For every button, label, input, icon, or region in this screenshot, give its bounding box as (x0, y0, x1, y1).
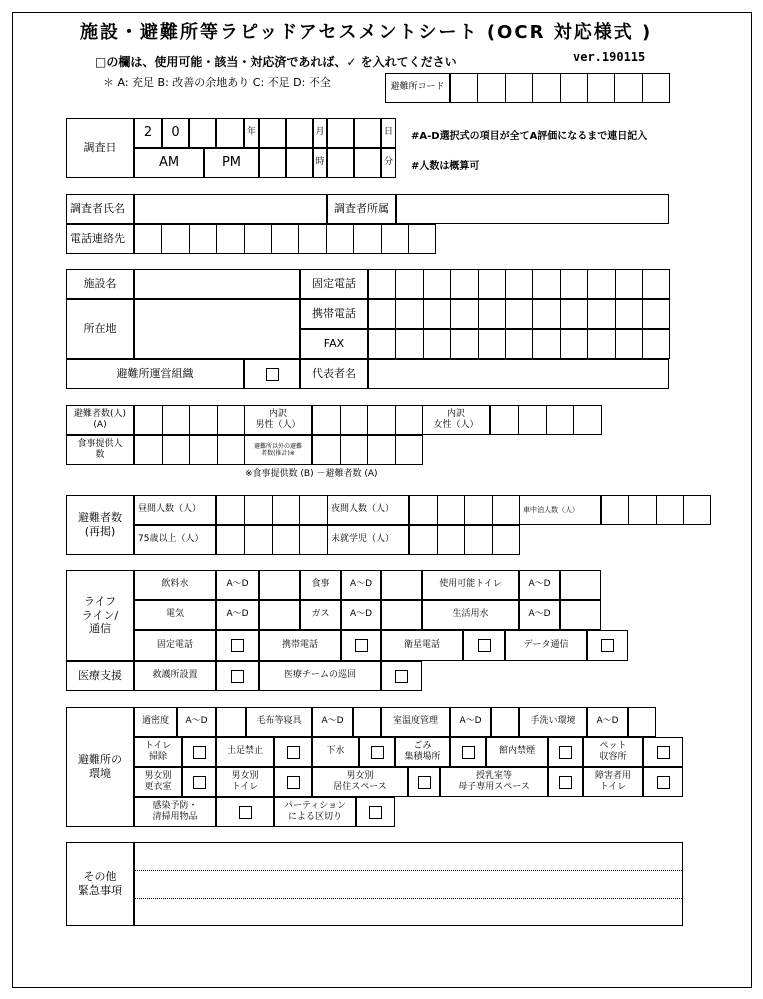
year-digit-3[interactable] (189, 118, 216, 148)
shelter-code-cell[interactable] (532, 73, 560, 103)
address-label: 所在地 (66, 299, 134, 359)
pm-option[interactable]: PM (204, 148, 259, 178)
mobile-check-cell[interactable] (341, 630, 381, 661)
toilet-value[interactable] (560, 570, 601, 600)
infection-control-check-cell[interactable] (216, 797, 274, 827)
toilet-cleaning-check-cell[interactable] (182, 737, 216, 767)
fax-cell[interactable] (450, 329, 478, 359)
car-count-cell[interactable] (683, 495, 711, 525)
meals-count-label: 食事提供人 数 (66, 435, 134, 465)
satellite-label: 衛星電話 (381, 630, 463, 661)
fax-cell[interactable] (532, 329, 560, 359)
fixed-phone-cell[interactable] (395, 269, 423, 299)
phone-label: 電話連絡先 (66, 224, 134, 254)
elderly-count-cell[interactable] (216, 525, 245, 555)
nursing-room-check-cell[interactable] (548, 767, 583, 797)
male-count-cell[interactable] (312, 405, 341, 435)
food-grade[interactable]: A〜D (341, 570, 381, 600)
infection-control-label: 感染予防・ 清掃用物品 (134, 797, 216, 827)
environment-label: 避難所の 環境 (66, 707, 134, 827)
shelter-code-cell[interactable] (477, 73, 505, 103)
night-count-cell[interactable] (492, 495, 521, 525)
fixed-phone-cell[interactable] (587, 269, 615, 299)
mobile-phone-cell[interactable] (615, 299, 643, 329)
phone-cell[interactable] (244, 224, 272, 254)
minute-unit: 分 (381, 148, 396, 178)
other-rule-1 (135, 870, 682, 871)
checkbox[interactable] (287, 776, 300, 789)
checkbox[interactable] (395, 670, 408, 683)
female-count-cell[interactable] (490, 405, 519, 435)
pets-label: ペット 収容所 (583, 737, 643, 767)
fixed-phone-label: 固定電話 (300, 269, 368, 299)
medical-team-check-cell[interactable] (381, 661, 422, 691)
temperature-value[interactable] (491, 707, 519, 737)
address-field[interactable] (134, 299, 300, 359)
male-count-cell[interactable] (395, 405, 424, 435)
car-count-cell[interactable] (601, 495, 629, 525)
mobile-phone-cell[interactable] (368, 299, 396, 329)
version-label: ver.190115 (573, 50, 646, 64)
crowding-grade[interactable]: A〜D (177, 707, 216, 737)
day-count-cell[interactable] (299, 495, 328, 525)
grade-legend: ＊ A: 充足 B: 改善の余地あり C: 不足 D: 不全 (103, 76, 331, 89)
first-aid-check-cell[interactable] (216, 661, 259, 691)
outside-count-cell[interactable] (395, 435, 424, 465)
month-digit-2[interactable] (286, 118, 313, 148)
checkbox[interactable] (355, 639, 368, 652)
meals-count-cell[interactable] (134, 435, 163, 465)
sewage-label: 下水 (312, 737, 359, 767)
temperature-label: 室温度管理 (381, 707, 450, 737)
gender-toilet-check-cell[interactable] (274, 767, 312, 797)
drinking-water-value[interactable] (259, 570, 300, 600)
representative-field[interactable] (368, 359, 669, 389)
fixed-phone-cell[interactable] (560, 269, 588, 299)
shelter-code-cell[interactable] (614, 73, 642, 103)
checkbox[interactable] (266, 368, 279, 381)
changing-room-check-cell[interactable] (182, 767, 216, 797)
outside-evacuee-label: 避難所以外の避難 者数(推計)※ (244, 435, 312, 465)
phone-cell[interactable] (298, 224, 326, 254)
domestic-water-value[interactable] (560, 600, 601, 630)
facility-name-field[interactable] (134, 269, 300, 299)
car-count-cell[interactable] (656, 495, 684, 525)
domestic-water-label: 生活用水 (422, 600, 519, 630)
surveyor-affiliation-field[interactable] (396, 194, 669, 224)
night-count-label: 夜間人数（人） (327, 495, 409, 525)
mobile-phone-cell[interactable] (423, 299, 451, 329)
night-count-cell[interactable] (409, 495, 438, 525)
meals-count-cell[interactable] (217, 435, 246, 465)
fax-cell[interactable] (368, 329, 396, 359)
female-count-cell[interactable] (518, 405, 547, 435)
day-count-cell[interactable] (244, 495, 273, 525)
fax-cell[interactable] (587, 329, 615, 359)
year-unit: 年 (244, 118, 259, 148)
medical-label: 医療支援 (66, 661, 134, 691)
page-title: 施設・避難所等ラピッドアセスメントシート (OCR 対応様式 ) (80, 22, 653, 43)
hour-digit-1[interactable] (259, 148, 286, 178)
bedding-value[interactable] (353, 707, 381, 737)
gas-label: ガス (300, 600, 341, 630)
fixed-phone-cell[interactable] (642, 269, 670, 299)
no-smoking-check-cell[interactable] (548, 737, 583, 767)
handwash-label: 手洗い環境 (519, 707, 587, 737)
month-digit-1[interactable] (259, 118, 286, 148)
elderly-count-label: 75歳以上（人） (134, 525, 216, 555)
mobile-phone-cell[interactable] (395, 299, 423, 329)
partitions-check-cell[interactable] (356, 797, 395, 827)
evacuee-count-label: 避難者数(人) (A) (66, 405, 134, 435)
gender-living-check-cell[interactable] (408, 767, 440, 797)
fax-cell[interactable] (395, 329, 423, 359)
electricity-value[interactable] (259, 600, 300, 630)
mobile-phone-cell[interactable] (478, 299, 506, 329)
toilet-label: 使用可能トイレ (422, 570, 519, 600)
phone-cell[interactable] (161, 224, 189, 254)
gas-value[interactable] (381, 600, 422, 630)
mobile-phone-label: 携帯電話 (300, 299, 368, 329)
checkbox[interactable] (462, 746, 475, 759)
fixed-phone-cell[interactable] (450, 269, 478, 299)
evacuee-count-cell[interactable] (189, 405, 218, 435)
shoes-off-label: 土足禁止 (216, 737, 274, 767)
month-unit: 月 (313, 118, 327, 148)
day-count-cell[interactable] (216, 495, 245, 525)
phone-cell[interactable] (408, 224, 436, 254)
female-count-cell[interactable] (546, 405, 575, 435)
outside-count-cell[interactable] (340, 435, 369, 465)
fixed-phone-cell[interactable] (423, 269, 451, 299)
instruction-text: □の欄は、使用可能・該当・対応済であれば、✓ を入れてください (95, 55, 457, 69)
shelter-code-label: 避難所コード (385, 73, 450, 103)
landline-label: 固定電話 (134, 630, 216, 661)
pets-check-cell[interactable] (643, 737, 683, 767)
no-smoking-label: 館内禁煙 (486, 737, 548, 767)
handwash-value[interactable] (628, 707, 656, 737)
first-aid-label: 救護所設置 (134, 661, 216, 691)
surveyor-affiliation-label: 調査者所属 (327, 194, 396, 224)
evacuee-footnote: ※食事提供数 (B) －避難者数 (A) (245, 469, 378, 479)
shelter-code-cell[interactable] (450, 73, 478, 103)
fax-cell[interactable] (478, 329, 506, 359)
shoes-off-check-cell[interactable] (274, 737, 312, 767)
fax-cell[interactable] (505, 329, 533, 359)
outside-count-cell[interactable] (367, 435, 396, 465)
fax-cell[interactable] (560, 329, 588, 359)
elderly-count-cell[interactable] (244, 525, 273, 555)
fixed-phone-cell[interactable] (615, 269, 643, 299)
shelter-code-cell[interactable] (642, 73, 670, 103)
fixed-phone-cell[interactable] (505, 269, 533, 299)
electricity-grade[interactable]: A〜D (216, 600, 259, 630)
crowding-value[interactable] (216, 707, 246, 737)
mobile-phone-cell[interactable] (560, 299, 588, 329)
sewage-check-cell[interactable] (359, 737, 395, 767)
changing-room-label: 男女別 更衣室 (134, 767, 182, 797)
male-count-label: 内訳 男性（人） (244, 405, 312, 435)
garbage-label: ごみ 集積場所 (395, 737, 450, 767)
phone-cell[interactable] (216, 224, 244, 254)
surveyor-name-field[interactable] (134, 194, 327, 224)
preschool-count-cell[interactable] (437, 525, 466, 555)
phone-cell[interactable] (134, 224, 162, 254)
outside-count-cell[interactable] (312, 435, 341, 465)
phone-cell[interactable] (271, 224, 299, 254)
fixed-phone-cell[interactable] (368, 269, 396, 299)
checkbox[interactable] (193, 746, 206, 759)
day-unit: 日 (381, 118, 396, 148)
minute-digit-1[interactable] (327, 148, 354, 178)
landline-check-cell[interactable] (216, 630, 259, 661)
temperature-grade[interactable]: A〜D (450, 707, 491, 737)
year-digit-4[interactable] (216, 118, 244, 148)
male-count-cell[interactable] (367, 405, 396, 435)
female-count-label: 内訳 女性（人） (422, 405, 490, 435)
phone-cell[interactable] (326, 224, 354, 254)
toilet-cleaning-label: トイレ 掃除 (134, 737, 182, 767)
car-count-cell[interactable] (628, 495, 656, 525)
day-digit-2[interactable] (354, 118, 381, 148)
phone-cell[interactable] (381, 224, 409, 254)
data-comm-check-cell[interactable] (587, 630, 628, 661)
mobile-phone-cell[interactable] (532, 299, 560, 329)
elderly-count-cell[interactable] (299, 525, 328, 555)
fax-label: FAX (300, 329, 368, 359)
preschool-count-label: 未就学児（人） (327, 525, 409, 555)
checkbox[interactable] (418, 776, 431, 789)
domestic-water-grade[interactable]: A〜D (519, 600, 560, 630)
checkbox[interactable] (369, 806, 382, 819)
checkbox[interactable] (478, 639, 491, 652)
recount-label: 避難者数 (再掲) (66, 495, 134, 555)
checkbox[interactable] (287, 746, 300, 759)
fixed-phone-cell[interactable] (532, 269, 560, 299)
data-comm-label: データ通信 (505, 630, 587, 661)
year-digit-2[interactable]: 0 (162, 118, 189, 148)
accessible-toilet-check-cell[interactable] (643, 767, 683, 797)
checkbox[interactable] (601, 639, 614, 652)
checkbox[interactable] (559, 746, 572, 759)
male-count-cell[interactable] (340, 405, 369, 435)
phone-cell[interactable] (189, 224, 217, 254)
shelter-code-cell[interactable] (560, 73, 588, 103)
night-count-cell[interactable] (437, 495, 466, 525)
checkbox[interactable] (231, 639, 244, 652)
food-value[interactable] (381, 570, 422, 600)
checkbox[interactable] (559, 776, 572, 789)
operating-org-checkbox-cell[interactable] (244, 359, 300, 389)
shelter-code-cell[interactable] (587, 73, 615, 103)
bedding-label: 毛布等寝具 (246, 707, 312, 737)
partitions-label: パーティション による区切り (274, 797, 356, 827)
garbage-check-cell[interactable] (450, 737, 486, 767)
other-rule-2 (135, 898, 682, 899)
mobile-phone-cell[interactable] (642, 299, 670, 329)
note-approx: #人数は概算可 (411, 161, 480, 172)
year-digit-1[interactable]: 2 (134, 118, 162, 148)
facility-name-label: 施設名 (66, 269, 134, 299)
satellite-check-cell[interactable] (463, 630, 505, 661)
fax-cell[interactable] (423, 329, 451, 359)
gender-toilet-label: 男女別 トイレ (216, 767, 274, 797)
hour-digit-2[interactable] (286, 148, 313, 178)
mobile-phone-cell[interactable] (450, 299, 478, 329)
checkbox[interactable] (657, 746, 670, 759)
gas-grade[interactable]: A〜D (341, 600, 381, 630)
phone-cell[interactable] (353, 224, 381, 254)
other-field[interactable] (134, 842, 683, 926)
checkbox[interactable] (231, 670, 244, 683)
drinking-water-grade[interactable]: A〜D (216, 570, 259, 600)
surveyor-name-label: 調査者氏名 (66, 194, 134, 224)
fax-cell[interactable] (615, 329, 643, 359)
drinking-water-label: 飲料水 (134, 570, 216, 600)
female-count-cell[interactable] (573, 405, 602, 435)
day-count-label: 昼間人数（人） (134, 495, 216, 525)
evacuee-count-cell[interactable] (134, 405, 163, 435)
preschool-count-cell[interactable] (464, 525, 493, 555)
checkbox[interactable] (371, 746, 384, 759)
other-label: その他 緊急事項 (66, 842, 134, 926)
night-count-cell[interactable] (464, 495, 493, 525)
nursing-room-label: 授乳室等 母子専用スペース (440, 767, 548, 797)
handwash-grade[interactable]: A〜D (587, 707, 628, 737)
elderly-count-cell[interactable] (272, 525, 301, 555)
representative-label: 代表者名 (300, 359, 368, 389)
evacuee-count-cell[interactable] (162, 405, 191, 435)
bedding-grade[interactable]: A〜D (312, 707, 353, 737)
gender-living-label: 男女別 居住スペース (312, 767, 408, 797)
evacuee-count-cell[interactable] (217, 405, 246, 435)
mobile-phone-cell[interactable] (505, 299, 533, 329)
accessible-toilet-label: 障害者用 トイレ (583, 767, 643, 797)
hour-unit: 時 (313, 148, 327, 178)
crowding-label: 過密度 (134, 707, 177, 737)
fax-cell[interactable] (642, 329, 670, 359)
meals-count-cell[interactable] (162, 435, 191, 465)
note-daily-entry: #A-D選択式の項目が全てA評価になるまで連日記入 (411, 131, 648, 142)
medical-team-label: 医療チームの巡回 (259, 661, 381, 691)
fixed-phone-cell[interactable] (478, 269, 506, 299)
car-count-label: 車中泊人数（人） (519, 495, 601, 525)
meals-count-cell[interactable] (189, 435, 218, 465)
mobile-label: 携帯電話 (259, 630, 341, 661)
minute-digit-2[interactable] (354, 148, 381, 178)
survey-date-label: 調査日 (66, 118, 134, 178)
checkbox[interactable] (239, 806, 252, 819)
toilet-grade[interactable]: A〜D (519, 570, 560, 600)
checkbox[interactable] (193, 776, 206, 789)
electricity-label: 電気 (134, 600, 216, 630)
day-count-cell[interactable] (272, 495, 301, 525)
preschool-count-cell[interactable] (492, 525, 521, 555)
preschool-count-cell[interactable] (409, 525, 438, 555)
mobile-phone-cell[interactable] (587, 299, 615, 329)
checkbox[interactable] (657, 776, 670, 789)
food-label: 食事 (300, 570, 341, 600)
lifeline-label: ライフ ライン/ 通信 (66, 570, 134, 661)
operating-org-label: 避難所運営組織 (66, 359, 244, 389)
shelter-code-cell[interactable] (505, 73, 533, 103)
am-option[interactable]: AM (134, 148, 204, 178)
day-digit-1[interactable] (327, 118, 354, 148)
